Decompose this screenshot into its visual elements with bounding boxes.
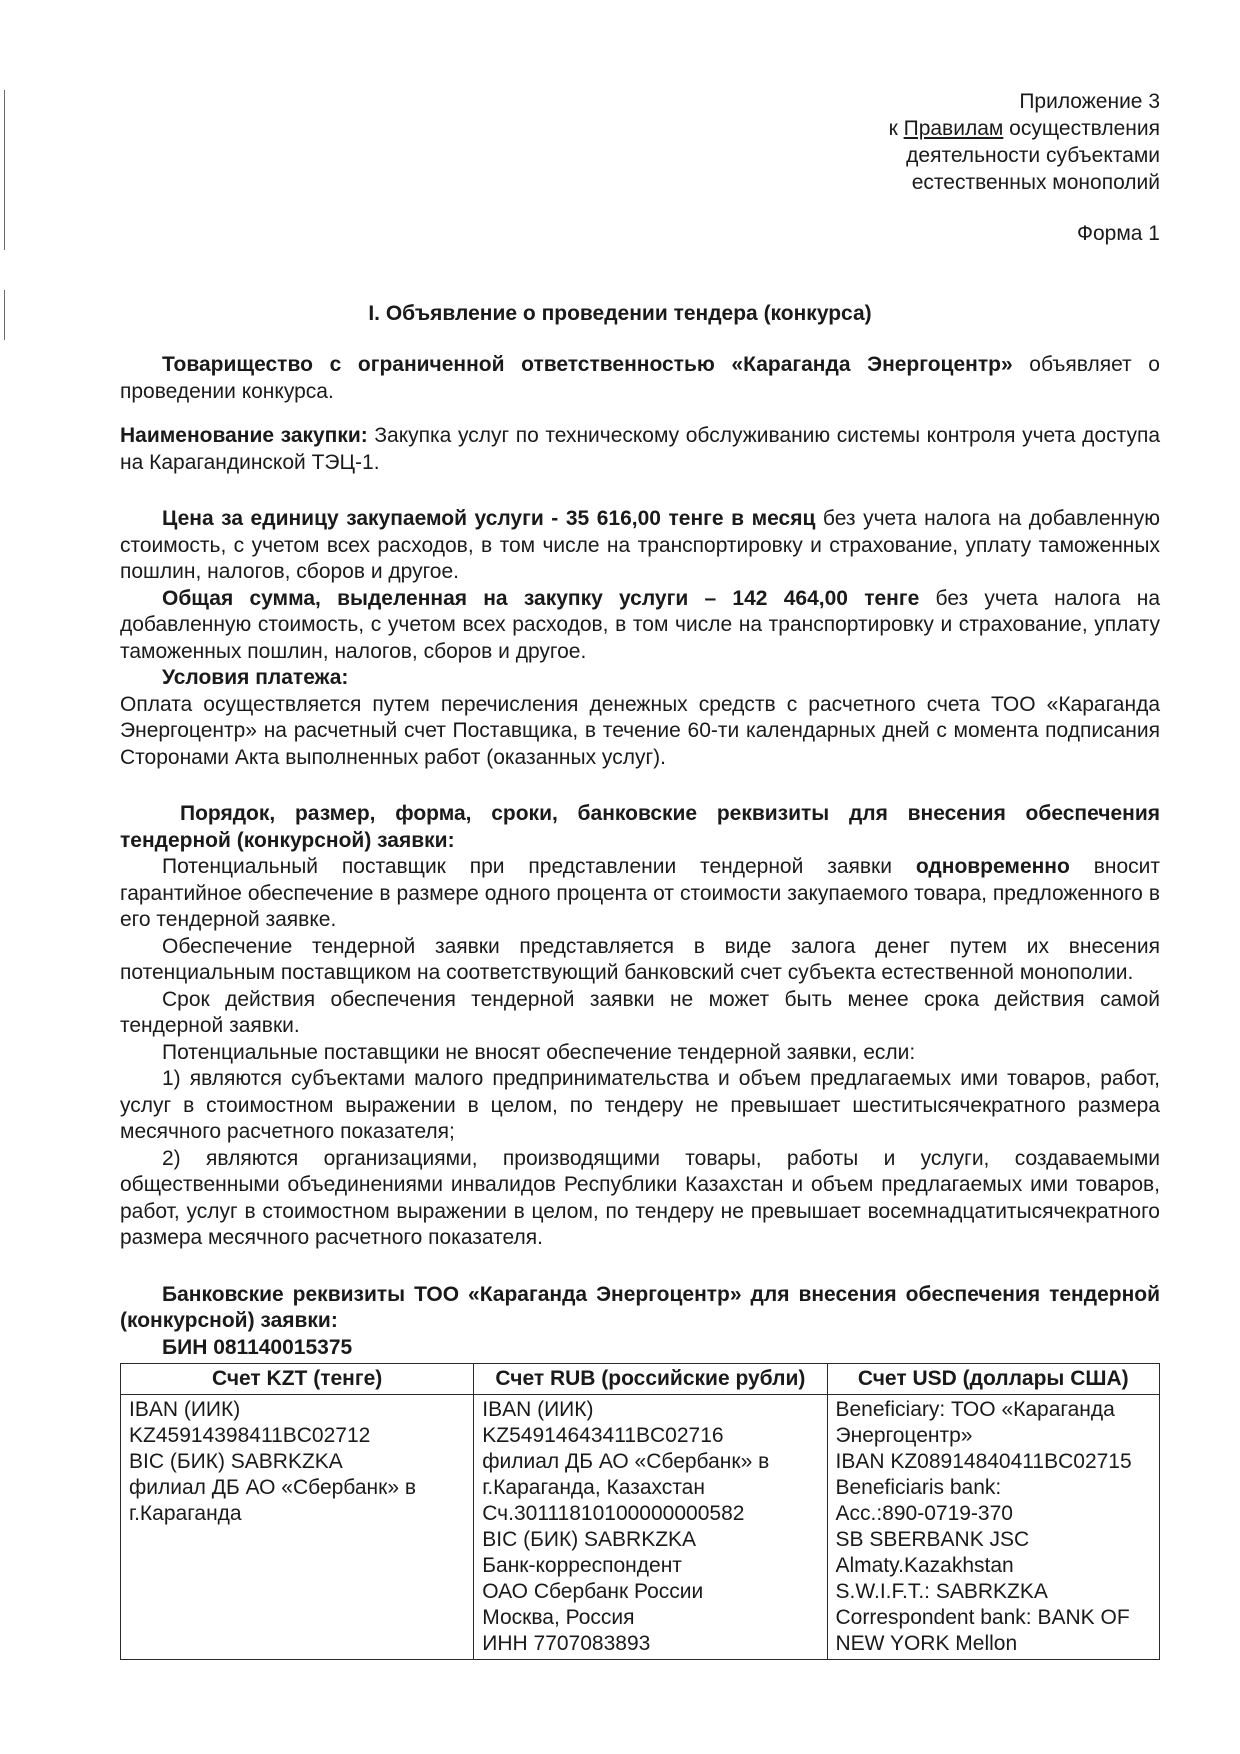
column-header-usd: Счет USD (доллары США) (827, 1364, 1160, 1395)
bin-number: БИН 081140015375 (162, 1335, 353, 1359)
bank-detail-line: Банк-корреспондент (482, 1554, 682, 1577)
form-label: Форма 1 (1077, 222, 1160, 245)
payment-text: Оплата осуществляется путем перечисления денежных средств с расчетного счета ТОО «Караганда Энергоцентр» на расчетный счет Поставщика, в течение 60-ти календарных дней с момента подписания Сторонами Акта выполненных работ (оказанных услуг). (120, 692, 1160, 769)
bank-heading (120, 1282, 1160, 1335)
appendix-prefix: к (888, 117, 904, 140)
security-paragraph-3: Срок действия обеспечения тендерной заявки не может быть менее срока действия самой тендерной заявки. (120, 987, 1160, 1037)
appendix-line-4: естественных монополий (911, 171, 1160, 194)
appendix-rules-line (730, 115, 1160, 142)
intro-text: объявляет о проведении конкурса. (120, 353, 1160, 403)
total-text: без учета налога на добавленную стоимость, с учетом всех расходов, в том числе на транспортировку и страхование, уплату таможенных пошлин, налогов, сборов и другое. (120, 586, 1161, 663)
security-heading-text: Порядок, размер, форма, сроки, банковские реквизиты для внесения обеспечения тендерной (конкурсной) заявки: (120, 802, 1160, 852)
usd-cell (827, 1395, 1160, 1660)
bank-detail-line: Correspondent bank: BANK OF NEW YORK Mellon (835, 1606, 1130, 1655)
price-paragraph (120, 506, 1160, 586)
bank-detail-line: Сч.30111810100000000582 (482, 1502, 745, 1525)
kzt-cell (121, 1395, 474, 1660)
bank-detail-line: BIC (БИК) SABRKZKA (482, 1528, 697, 1551)
bank-detail-line: ИНН 7707083893 (482, 1632, 651, 1655)
payment-label: Условия платежа: (162, 666, 349, 689)
bank-heading-text: Банковские реквизиты ТОО «Караганда Энергоцентр» для внесения обеспечения тендерной (конкурсной) заявки: (120, 1282, 1160, 1332)
security-p1-bold: одновременно (915, 855, 1070, 878)
appendix-suffix: осуществления (1003, 117, 1160, 140)
security-p1-rest: вносит гарантийное обеспечение в размере одного процента от стоимости закупаемого товара, предложенного в его тендерной заявке. (120, 855, 1160, 931)
bank-detail-line: Almaty.Kazakhstan (835, 1554, 1014, 1577)
security-paragraph-2: Обеспечение тендерной заявки представляется в виде залога денег путем их внесения потенциальным поставщиком на соответствующий банковский счет субъекта естественной монополии. (120, 934, 1160, 984)
document-body (120, 352, 1160, 1660)
security-paragraph-4: Потенциальные поставщики не вносят обеспечение тендерной заявки, если: (162, 1040, 916, 1064)
document-title: I. Объявление о проведении тендера (конкурса) (368, 302, 872, 325)
bank-detail-line: BIC (БИК) SABRKZKA (129, 1450, 343, 1473)
bank-detail-line: филиал ДБ АО «Сбербанк» в г.Караганда (129, 1476, 416, 1525)
bank-detail-line: Acc.:890-0719-370 (835, 1502, 1013, 1525)
bank-detail-line: IBAN (ИИК) (129, 1398, 241, 1421)
intro-paragraph (120, 352, 1160, 405)
rules-link[interactable]: Правилам (903, 117, 1004, 140)
table-header-row (121, 1364, 1160, 1395)
security-paragraph-5: 1) являются субъектами малого предпринимательства и объем предлагаемых ими товаров, работ, услуг в стоимостном выражении в целом, по тендеру не превышает шеститысячекратного размера месячного расчетного показателя; (120, 1067, 1160, 1143)
appendix-header (730, 88, 1160, 196)
purchase-label: Наименование закупки: (120, 424, 368, 447)
bank-detail-line: филиал ДБ АО «Сбербанк» в г.Караганда, Казахстан (482, 1450, 770, 1499)
bank-detail-line: Beneficiary: ТОО «Караганда Энергоцентр» (835, 1398, 1115, 1447)
column-header-rub: Счет RUB (российские рубли) (474, 1364, 827, 1395)
table-row (121, 1395, 1160, 1660)
payment-heading (120, 665, 1160, 692)
bank-detail-line: KZ45914398411BC02712 (129, 1424, 371, 1447)
bank-detail-line: IBAN KZ08914840411BC02715 (835, 1450, 1132, 1473)
purchase-text: Закупка услуг по техническому обслуживанию системы контроля учета доступа на Карагандинской ТЭЦ-1. (120, 424, 1160, 474)
total-bold: Общая сумма, выделенная на закупку услуги – 142 464,00 тенге (162, 586, 920, 610)
appendix-number: Приложение 3 (1019, 90, 1160, 113)
total-paragraph (120, 586, 1160, 666)
bank-details-table (120, 1363, 1160, 1660)
price-bold: Цена за единицу закупаемой услуги - 35 616,00 тенге в месяц (162, 507, 816, 530)
rub-cell (474, 1395, 827, 1660)
security-heading (120, 801, 1160, 854)
bank-detail-line: KZ54914643411BC02716 (482, 1424, 724, 1447)
organization-name: Товарищество с ограниченной ответственностью «Караганда Энергоцентр» (162, 353, 1013, 376)
scan-edge-mark (4, 90, 5, 250)
bank-detail-line: SB SBERBANK JSC (835, 1528, 1030, 1551)
purchase-paragraph (120, 423, 1160, 476)
bank-detail-line: Москва, Россия (482, 1606, 635, 1629)
security-paragraph-1 (120, 854, 1160, 934)
appendix-line-3: деятельности субъектами (906, 144, 1160, 167)
bank-detail-line: Beneficiaris bank: (835, 1476, 1002, 1499)
column-header-kzt: Счет KZT (тенге) (121, 1364, 474, 1395)
bank-detail-line: S.W.I.F.T.: SABRKZKA (835, 1580, 1048, 1603)
price-text: без учета налога на добавленную стоимость, с учетом всех расходов, в том числе на транспортировку и страхование, уплату таможенных пошлин, налогов, сборов и другое. (120, 507, 1160, 583)
security-paragraph-6: 2) являются организациями, производящими товары, работы и услуги, создаваемыми общественными объединениями инвалидов Республики Казахстан и объем предлагаемых ими товаров, работ, услуг в стоимостном выражении в целом, по тендеру не превышает восемнадцатитысячекратного размера месячного расчетного показателя. (120, 1146, 1160, 1249)
security-p1-text: Потенциальный поставщик при представлении тендерной заявки (162, 855, 916, 878)
bank-detail-line: IBAN (ИИК) (482, 1398, 594, 1421)
bank-detail-line: ОАО Сбербанк России (482, 1580, 704, 1603)
